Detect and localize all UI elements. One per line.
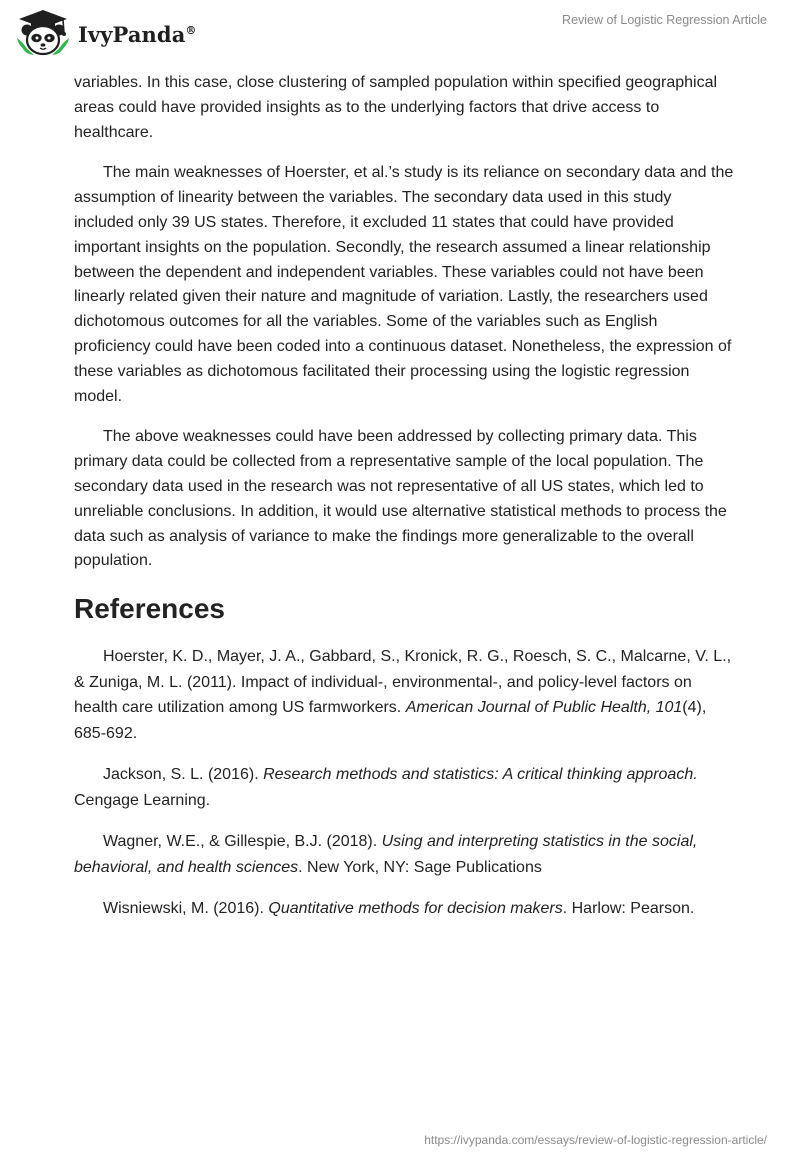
document-title: Review of Logistic Regression Article [562, 13, 767, 27]
page-header [0, 0, 800, 66]
essay-content [74, 71, 734, 938]
body-paragraph-1: variables. In this case, close clustering of sampled population within specified geographical areas could have provided insights as to the underlying factors that drive access to healthcare. [74, 74, 718, 141]
reference-text: Cengage Learning. [74, 791, 211, 809]
reference-title: Research methods and statistics: A critical thinking approach. [263, 766, 698, 784]
reference-text: Jackson, S. L. (2016). [103, 766, 264, 784]
references-heading: References [74, 593, 225, 625]
reference-text: Wisniewski, M. (2016). [103, 900, 269, 918]
panda-graduate-icon [14, 8, 72, 58]
reference-item-1 [74, 644, 734, 746]
reference-text: . Harlow: Pearson. [562, 900, 695, 918]
reference-text: Wagner, W.E., & Gillespie, B.J. (2018). [103, 833, 382, 851]
body-paragraph-2: The main weaknesses of Hoerster, et al.’s study is its reliance on secondary data and the assumption of linearity between the variables. The secondary data used in this study included only 39 US states. Therefore, it excluded 11 states that could have provided important insights on the population. Secondly, the research assumed a linear relationship between the dependent and independent variables. These variables could not have been linearly related given their nature and magnitude of variation. Lastly, the researchers used dichotomous outcomes for all the variables. Some of the variables such as English proficiency could have been coded into a continuous dataset. Nonetheless, the expression of these variables as dichotomous facilitated their processing using the logistic regression model. [74, 164, 734, 405]
reference-title: American Journal of Public Health, 101 [405, 699, 683, 717]
reference-text: (4), 685-692. [74, 699, 707, 742]
reference-item-2 [74, 762, 734, 813]
ivypanda-logo[interactable] [14, 8, 197, 58]
logo-wordmark: IvyPanda® [78, 21, 197, 47]
reference-item-3 [74, 829, 734, 880]
reference-text: . New York, NY: Sage Publications [298, 858, 542, 876]
page-url-link[interactable]: https://ivypanda.com/essays/review-of-logistic-regression-article/ [424, 1133, 767, 1147]
reference-title: Using and interpreting statistics in the social, behavioral, and health sciences [74, 833, 698, 876]
reference-title: Quantitative methods for decision makers [268, 900, 563, 918]
reference-text: Hoerster, K. D., Mayer, J. A., Gabbard, S., Kronick, R. G., Roesch, S. C., Malcarne, V. L., & Zuniga, M. L. (2011). Impact of individual-, environmental-, and policy-level factors on health care utilization among US farmworkers. [74, 648, 732, 717]
reference-item-4 [74, 896, 734, 922]
body-paragraph-3: The above weaknesses could have been addressed by collecting primary data. This primary data could be collected from a representative sample of the local population. The secondary data used in the research was not representative of all US states, which led to unreliable conclusions. In addition, it would use alternative statistical methods to process the data such as analysis of variance to make the findings more generalizable to the overall population. [74, 428, 727, 570]
registered-mark: ® [185, 23, 197, 37]
